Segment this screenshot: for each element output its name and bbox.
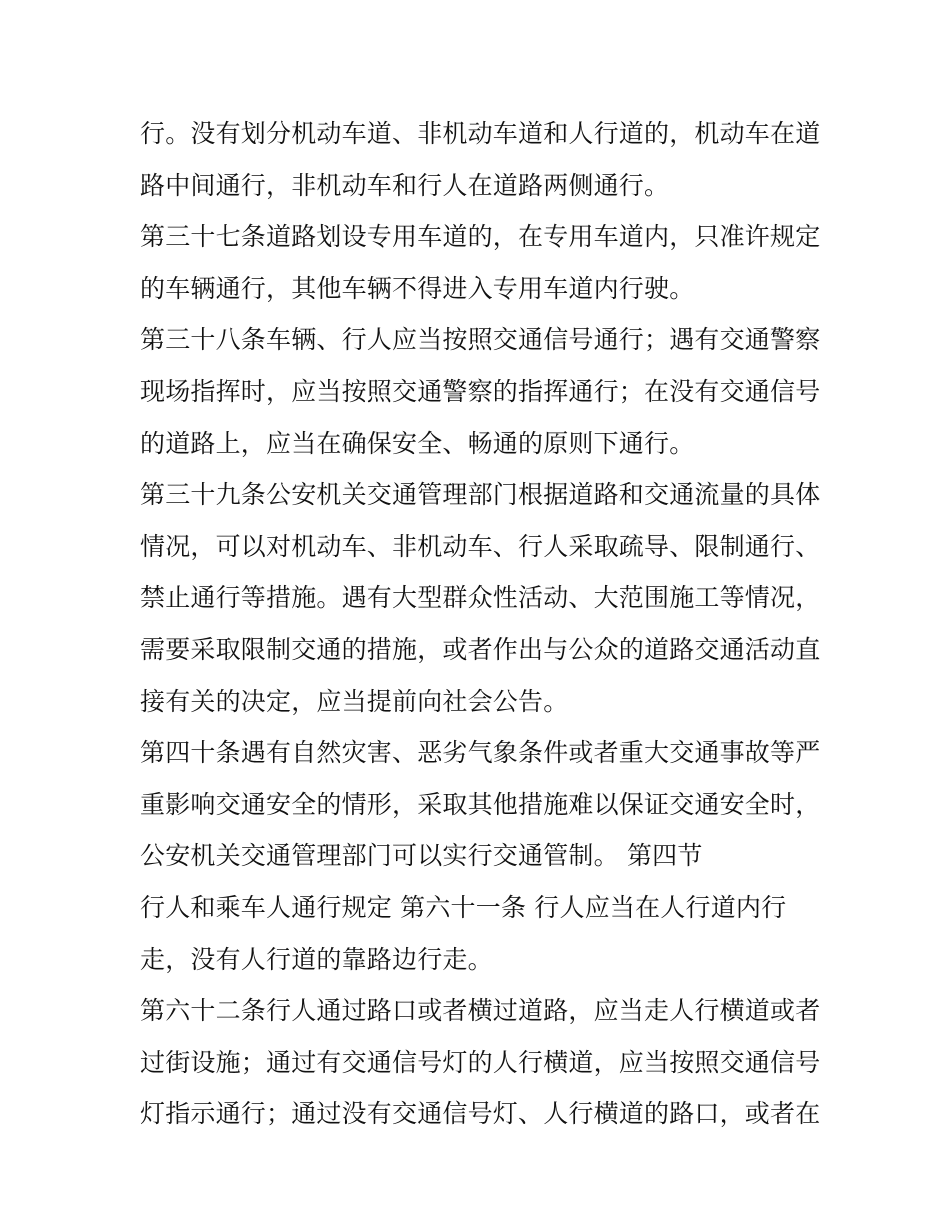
text-line: 现场指挥时，应当按照交通警察的指挥通行；在没有交通信号 (140, 376, 821, 406)
text-line: 灯指示通行；通过没有交通信号灯、人行横道的路口，或者在 (140, 1099, 821, 1129)
text-line: 行人和乘车人通行规定 第六十一条 行人应当在人行道内行 (140, 892, 787, 922)
document-body (140, 108, 820, 1140)
text-line: 公安机关交通管理部门可以实行交通管制。 第四节 (140, 841, 703, 871)
text-line: 禁止通行等措施。遇有大型群众性活动、大范围施工等情况， (140, 583, 821, 613)
text-line: 第六十二条行人通过路口或者横过道路，应当走人行横道或者 (140, 996, 821, 1026)
text-line: 过街设施；通过有交通信号灯的人行横道，应当按照交通信号 (140, 1047, 821, 1077)
text-line: 第四十条遇有自然灾害、恶劣气象条件或者重大交通事故等严 (140, 738, 821, 768)
text-line: 需要采取限制交通的措施，或者作出与公众的道路交通活动直 (140, 634, 821, 664)
text-line: 行。没有划分机动车道、非机动车道和人行道的，机动车在道 (140, 119, 821, 148)
text-line: 走，没有人行道的靠路边行走。 (140, 944, 493, 974)
text-line: 接有关的决定，应当提前向社会公告。 (140, 686, 569, 716)
text-line: 第三十八条车辆、行人应当按照交通信号通行；遇有交通警察 (140, 325, 821, 355)
text-line: 的道路上，应当在确保安全、畅通的原则下通行。 (140, 428, 695, 458)
text-line: 第三十九条公安机关交通管理部门根据道路和交通流量的具体 (140, 480, 821, 510)
text-line: 路中间通行，非机动车和行人在道路两侧通行。 (140, 170, 670, 200)
text-line: 第三十七条道路划设专用车道的，在专用车道内，只准许规定 (140, 222, 821, 252)
text-line: 情况，可以对机动车、非机动车、行人采取疏导、限制通行、 (140, 531, 821, 561)
text-line: 的车辆通行，其他车辆不得进入专用车道内行驶。 (140, 273, 695, 303)
text-line: 重影响交通安全的情形，采取其他措施难以保证交通安全时， (140, 789, 821, 819)
